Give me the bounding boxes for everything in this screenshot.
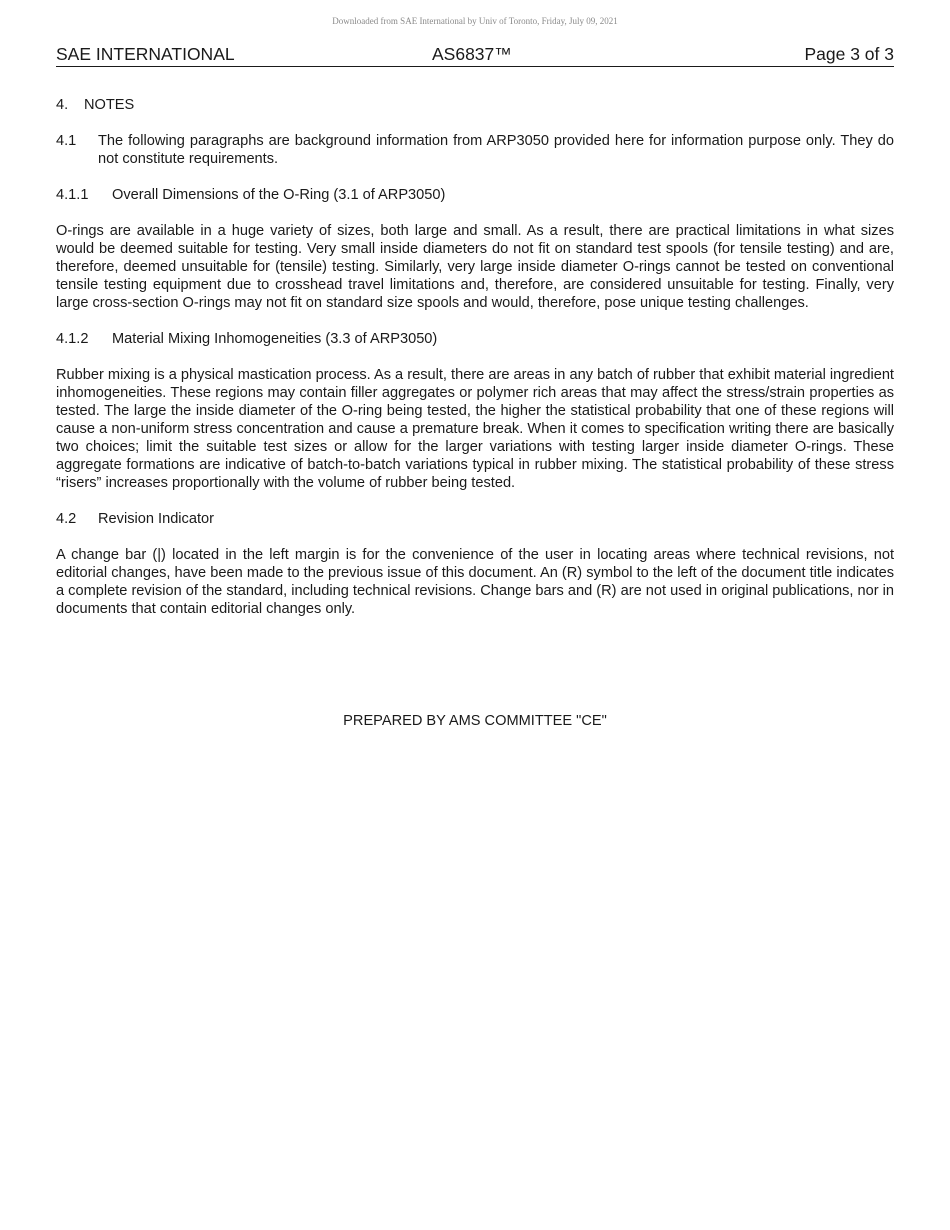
section-4-1 (56, 132, 894, 168)
section-text: The following paragraphs are background information from ARP3050 provided here for information purpose only. They do not constitute requirements. (98, 133, 894, 167)
section-title: Revision Indicator (98, 511, 214, 527)
prepared-by: PREPARED BY AMS COMMITTEE "CE" (343, 713, 607, 729)
section-4-2-paragraph: A change bar (|) located in the left margin is for the convenience of the user in locating areas where technical revisions, not editorial changes, have been made to the previous issue of this document. An (R) symbol to the left of the document title indicates a complete revision of the standard, including technical revisions. Change bars and (R) are not used in original publications, nor in documents that contain editorial changes only. (56, 547, 894, 617)
page-header (56, 44, 894, 67)
section-4-1-2-paragraph: Rubber mixing is a physical mastication process. As a result, there are areas in any batch of rubber that exhibit material ingredient inhomogeneities. These regions may contain filler aggregates or polymer rich areas that may affect the stress/strain properties as tested. The large the inside diameter of the O-ring being tested, the higher the statistical probability that one of these regions will cause a non-uniform stress concentration and cause a premature break. When it comes to specification writing there are basically two choices; limit the suitable test sizes or allow for the larger variations with testing larger inside diameter O-rings. These aggregate formations are indicative of batch-to-batch variations typical in rubber mixing. The statistical probability of these stress “risers” increases proportionally with the volume of rubber being tested. (56, 367, 894, 491)
section-title: Overall Dimensions of the O-Ring (3.1 of ARP3050) (112, 187, 446, 203)
section-4-1-1-heading (56, 186, 894, 204)
section-4-1-2-heading (56, 330, 894, 348)
header-org: SAE INTERNATIONAL (56, 44, 235, 64)
document-body (56, 96, 894, 636)
section-title: NOTES (84, 97, 135, 113)
section-number: 4. (56, 97, 69, 113)
section-number: 4.1.2 (56, 331, 89, 347)
section-4-1-1-paragraph: O-rings are available in a huge variety of sizes, both large and small. As a result, there are practical limitations in what sizes would be deemed suitable for testing. Very small inside diameters do not fit on standard test spools (for tensile testing) and are, therefore, deemed unsuitable for (tensile) testing. Similarly, very large inside diameter O-rings cannot be tested on conventional tensile testing equipment due to crosshead travel limitations and, therefore, are considered unsuitable for testing. Finally, very large cross-section O-rings may not fit on standard size spools and would, therefore, pose unique testing challenges. (56, 223, 894, 311)
header-page-number: Page 3 of 3 (804, 44, 894, 64)
section-4-heading (56, 96, 894, 114)
section-number: 4.2 (56, 511, 77, 527)
section-number: 4.1.1 (56, 187, 89, 203)
header-doc-number: AS6837™ (432, 44, 512, 64)
section-title: Material Mixing Inhomogeneities (3.3 of ARP3050) (112, 331, 438, 347)
download-watermark: Downloaded from SAE International by Univ of Toronto, Friday, July 09, 2021 (332, 16, 618, 26)
section-4-2-heading (56, 510, 894, 528)
section-number: 4.1 (56, 133, 77, 149)
